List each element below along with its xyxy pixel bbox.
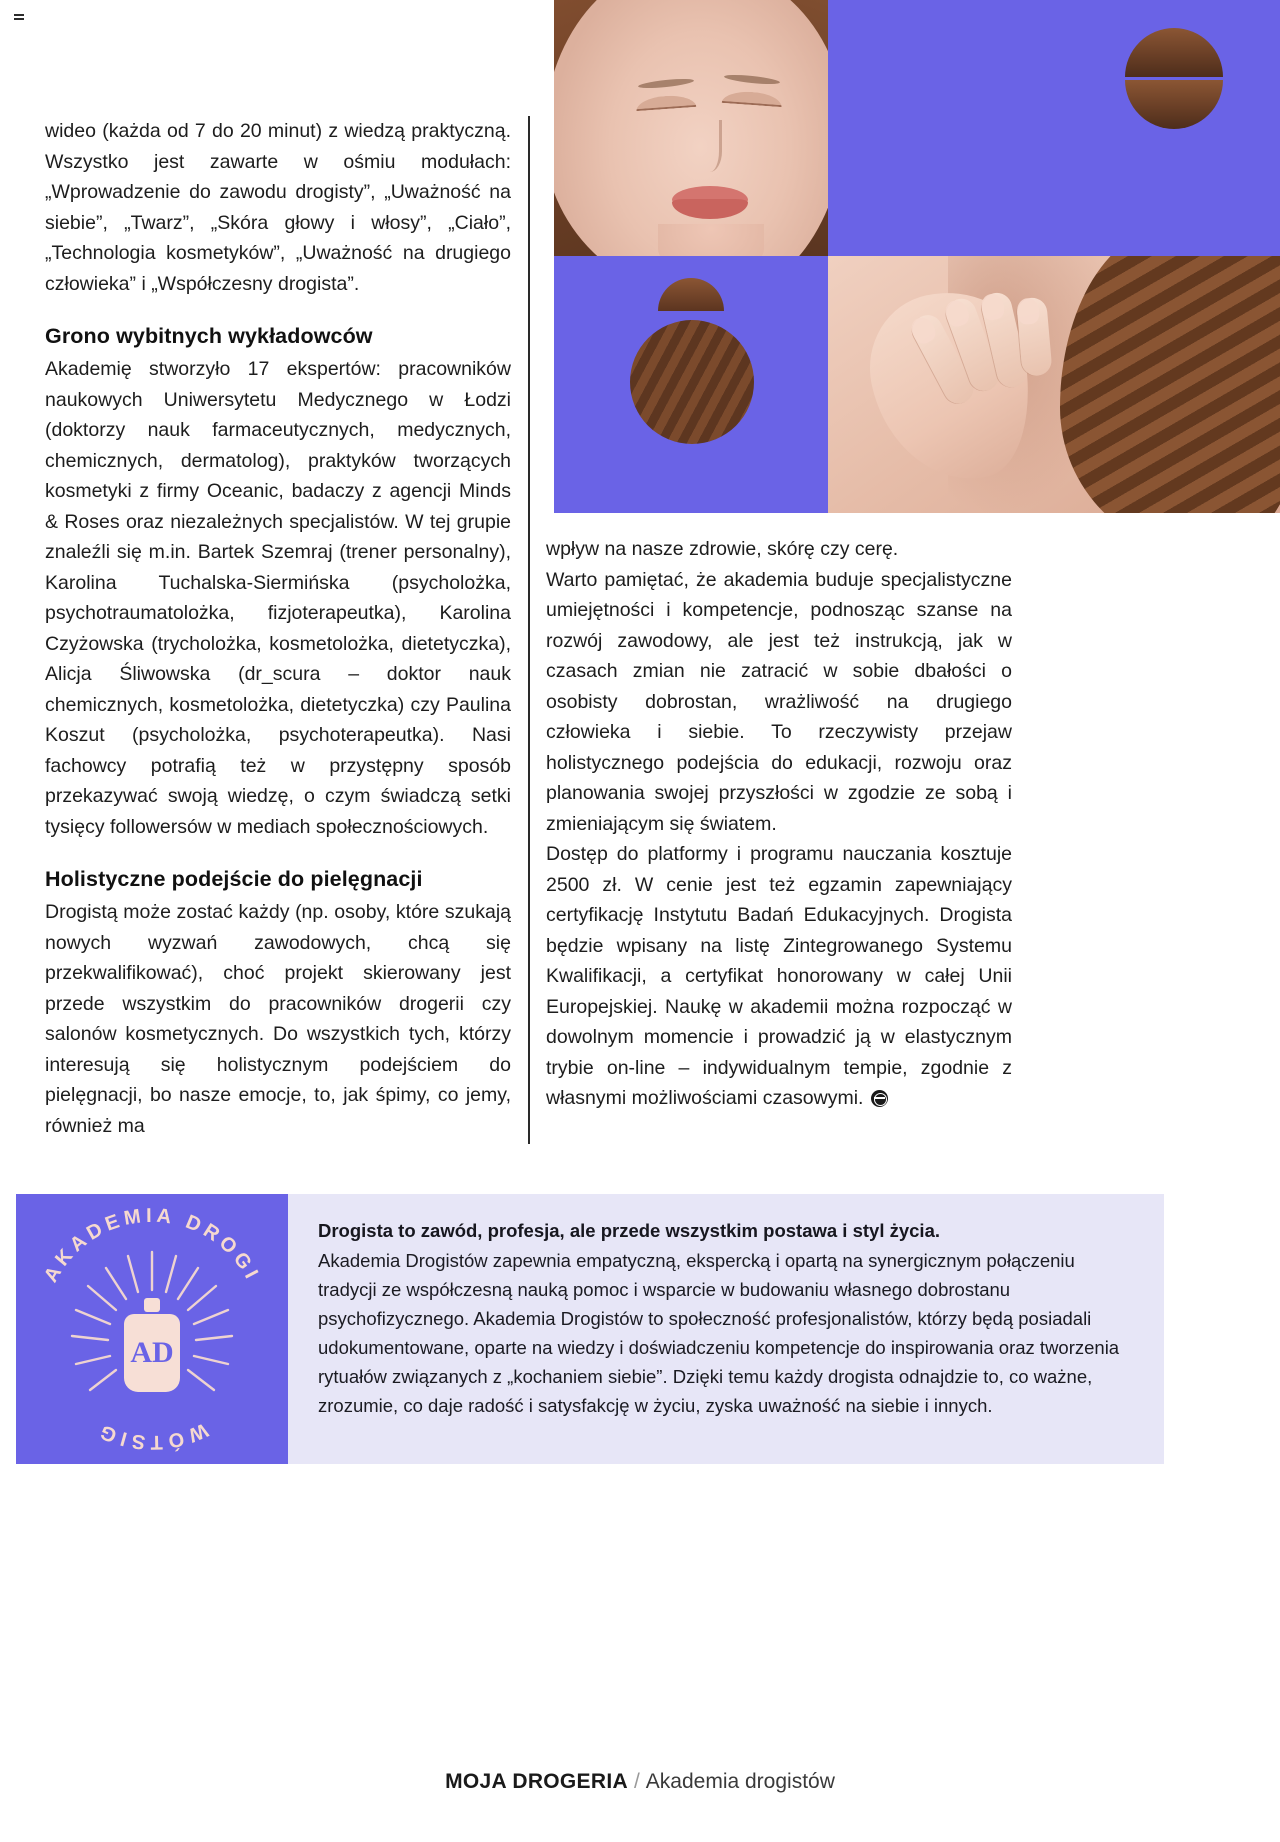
face-shape xyxy=(554,0,828,256)
academy-badge-logo-icon xyxy=(16,1194,288,1464)
collage-cell-face xyxy=(554,0,828,256)
badge-circular-text-top: AKADEMIA DROGI xyxy=(39,1204,265,1287)
figure-dome xyxy=(658,278,724,311)
page-footer xyxy=(0,1770,1280,1794)
paragraph-holistic: Drogistą może zostać każdy (np. osoby, które szukają nowych wyzwań zawodowych, chcą się przekwalifikować), choć projekt skierowany jest przede wszystkim do pracowników drogerii czy salonów kosmetycznych. Do wszystkich tych, którzy interesują się holistycznym podejściem do pielęgnacji, bo nasze emocje, to, jak śpimy, co jemy, również ma xyxy=(45,901,511,1137)
section-heading-lecturers: Grono wybitnych wykładowców xyxy=(45,324,373,348)
collage-cell-domes xyxy=(828,0,1280,256)
column-divider xyxy=(528,116,530,1144)
fingernail xyxy=(1016,297,1040,325)
paragraph-spacer xyxy=(45,299,511,321)
callout-lead: Drogista to zawód, profesja, ale przede wszystkim postawa i styl życia. xyxy=(318,1220,940,1241)
chin-shape xyxy=(658,224,764,256)
intro-paragraph: wideo (każda od 7 do 20 minut) z wiedzą praktyczną. Wszystko jest zawarte w ośmiu modułach: „Wprowadzenie do zawodu drogisty”, „Uważność na siebie”, „Twarz”, „Skóra głowy i włosy”, „Ciało”, „Technologia kosmetyków”, „Uważność na drugiego człowieka” i „Współczesny drogista”. xyxy=(45,120,511,295)
paragraph-lecturers: Akademię stworzyło 17 ekspertów: pracowników naukowych Uniwersytetu Medycznego w Łodzi (doktorzy nauk farmaceutycznych, medycznych, chemicznych, dermatolog), praktyków tworzących kosmetyki z firmy Oceanic, badaczy z agencji Minds & Roses oraz niezależnych specjalistów. W tej grupie znaleźli się m.in. Bartek Szemraj (trener personalny), Karolina Tuchalska-Siermińska (psycholożka, psychotraumatolożka, fizjoterapeutka), Karolina Czyżowska (trycholożka, kosmetolożka, dietetyczka), Alicja Śliwowska (dr_scura – doktor nauk chemicznych, kosmetolożka, dietetyczka) czy Paulina Koszut (psycholożka, psychoterapeutka). Nasi fachowcy potrafią też w przystępny sposób przekazywać swoją wiedzę, o czym świadczą setki tysięcy followersów w mediach społecznościowych. xyxy=(45,358,511,838)
bottle-icon xyxy=(124,1298,180,1392)
photo-collage xyxy=(554,0,1280,513)
academy-badge xyxy=(16,1194,288,1464)
paragraph-pricing xyxy=(546,839,1012,1114)
fingernail xyxy=(942,297,972,329)
collage-cell-shoulder xyxy=(828,256,1280,513)
article-left-column xyxy=(45,116,511,1141)
hair-strand xyxy=(1060,256,1280,513)
hair-dome-lower xyxy=(1125,80,1223,129)
footer-brand: MOJA DROGERIA xyxy=(445,1770,628,1793)
hair-dome-upper xyxy=(1125,28,1223,77)
paragraph-continuation: wpływ na nasze zdrowie, skórę czy cerę. xyxy=(546,538,899,560)
paragraph-pricing-text: Dostęp do platformy i programu nauczania kosztuje 2500 zł. W cenie jest też egzamin zapewniający certyfikację Instytutu Badań Edukacyjnych. Drogista będzie wpisany na listę Zintegrowanego Systemu Kwalifikacji, a certyfikat honorowany w całej Unii Europejskiej. Naukę w akademii można rozpocząć w dowolnym momencie i prowadzić ją w elastycznym trybie on-line – indywidualnym tempie, zgodnie z własnymi możliwościami czasowymi. xyxy=(546,843,1012,1109)
callout-body: Akademia Drogistów zapewnia empatyczną, ekspercką i opartą na synergicznym połączeniu tradycji ze współczesną nauką pomoc i wsparcie w budowaniu własnego dobrostanu psychofizycznego. Akademia Drogistów to społeczność profesjonalistów, którzy będą posiadali udokumentowane, oparte na wiedzy i doświadczeniu kompetencje do inspirowania oraz tworzenia rytuałów związanych z „kochaniem siebie”. Dzięki temu każdy drogista odnajdzie to, co ważne, zrozumie, co daje radość i satysfakcję w życiu, zyska uważność na siebie i innych. xyxy=(318,1250,1120,1416)
fingernail xyxy=(907,314,939,347)
paragraph-spacer xyxy=(45,842,511,864)
footer-section: Akademia drogistów xyxy=(645,1770,835,1793)
badge-monogram: AD xyxy=(130,1336,174,1369)
bottom-callout-section xyxy=(16,1194,1164,1464)
footer-separator: / xyxy=(633,1770,640,1793)
collage-cell-figure xyxy=(554,256,828,513)
article-right-column xyxy=(546,534,1012,1114)
nose-shape xyxy=(692,120,722,172)
badge-circular-text-bottom: WÓTSIG xyxy=(92,1418,211,1454)
end-of-article-icon xyxy=(871,1090,888,1107)
page-corner-mark xyxy=(14,14,24,22)
figure-circle xyxy=(630,320,754,444)
paragraph-academy-builds: Warto pamiętać, że akademia buduje specjalistyczne umiejętności i kompetencje, podnosząc szanse na rozwój zawodowy, ale jest też instrukcją, jak w czasach zmian nie zatracić w sobie dbałości o osobisty dobrostan, wrażliwość na drugiego człowieka i siebie. To rzeczywisty przejaw holistycznego podejścia do edukacji, rozwoju oraz planowania swojej przyszłości w zgodzie ze sobą i zmieniającym się światem. xyxy=(546,568,1012,835)
callout-box xyxy=(288,1194,1164,1464)
section-heading-holistic: Holistyczne podejście do pielęgnacji xyxy=(45,867,423,891)
